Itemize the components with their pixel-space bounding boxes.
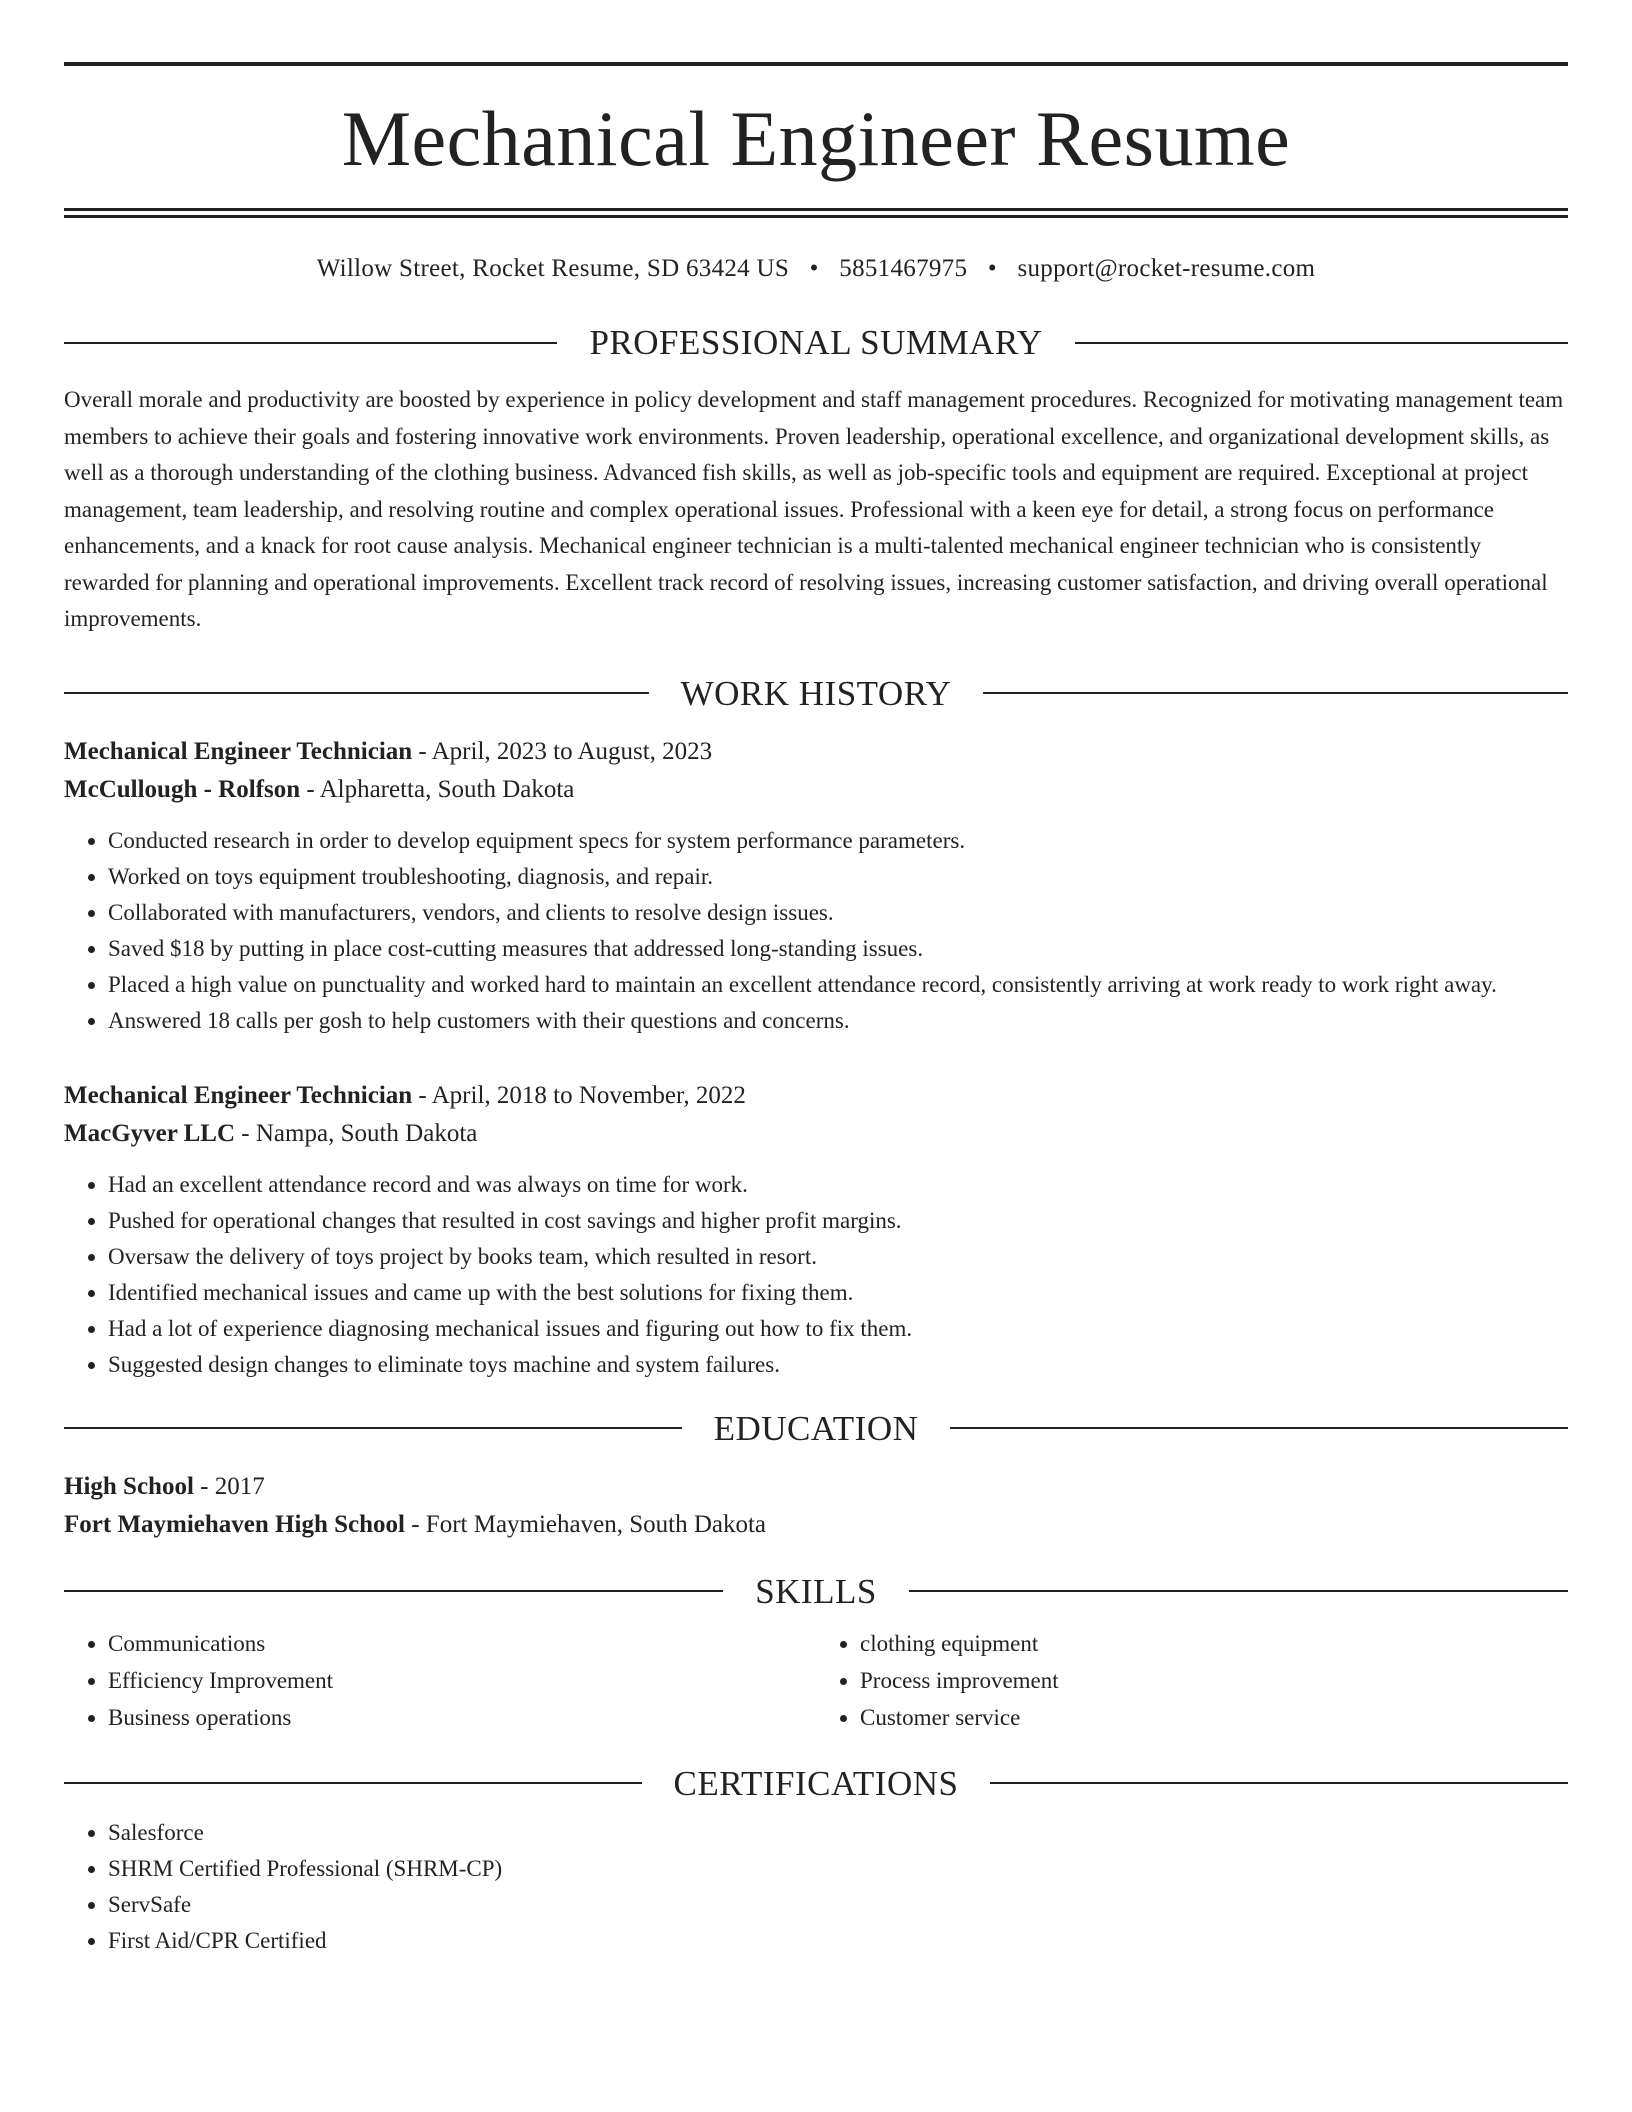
section-title: PROFESSIONAL SUMMARY [589, 323, 1043, 362]
list-item: • Saved $18 by putting in place cost-cutting measures that addressed long-standing issues. [108, 931, 1568, 967]
list-item: • Efficiency Improvement [108, 1662, 816, 1699]
list-item: • Worked on toys equipment troubleshooting, diagnosis, and repair. [108, 859, 1568, 895]
contact-phone: 5851467975 [839, 255, 968, 282]
contact-line [64, 256, 1568, 281]
section-heading-education [64, 1408, 1568, 1448]
job-company-line [64, 1115, 1568, 1153]
section-heading-summary [64, 325, 1568, 360]
heading-rule [64, 1590, 723, 1592]
skills-list-right [816, 1625, 1568, 1736]
job-dates: - April, 2018 to November, 2022 [412, 1081, 746, 1109]
education-degree: High School [64, 1472, 194, 1500]
education-location: - Fort Maymiehaven, South Dakota [404, 1510, 767, 1538]
job-dates: - April, 2023 to August, 2023 [412, 737, 713, 765]
heading-rule [1075, 342, 1568, 344]
list-item: • Process improvement [860, 1662, 1568, 1699]
list-item: • Conducted research in order to develop equipment specs for system performance parameters. [108, 823, 1568, 859]
section-heading-skills [64, 1571, 1568, 1611]
job-company: MacGyver LLC [64, 1119, 236, 1147]
list-item: • Placed a high value on punctuality and worked hard to maintain an excellent attendance record, consistently arriving at work ready to work right away. [108, 967, 1568, 1003]
contact-separator: • [987, 255, 997, 282]
job-entry [64, 733, 1568, 1039]
resume-page [64, 62, 1568, 1959]
job-title: Mechanical Engineer Technician [64, 1081, 413, 1109]
section-heading-certifications [64, 1763, 1568, 1803]
section-title: WORK HISTORY [680, 673, 952, 713]
job-bullets [64, 823, 1568, 1039]
list-item: • Pushed for operational changes that resulted in cost savings and higher profit margins. [108, 1203, 1568, 1239]
job-entry [64, 1077, 1568, 1383]
list-item: • Had an excellent attendance record and was always on time for work. [108, 1167, 1568, 1203]
certifications-list [64, 1815, 1568, 1959]
job-location: - Alpharetta, South Dakota [300, 775, 575, 803]
heading-rule [950, 1427, 1568, 1429]
heading-rule [64, 692, 649, 694]
list-item: • Salesforce [108, 1815, 1568, 1851]
heading-rule [983, 692, 1568, 694]
job-company: McCullough - Rolfson [64, 775, 301, 803]
list-item: • Collaborated with manufacturers, vendors, and clients to resolve design issues. [108, 895, 1568, 931]
list-item: • clothing equipment [860, 1625, 1568, 1662]
job-company-line [64, 771, 1568, 809]
list-item: • ServSafe [108, 1887, 1568, 1923]
education-school-line [64, 1506, 1568, 1544]
section-title: EDUCATION [713, 1408, 919, 1448]
list-item: • Had a lot of experience diagnosing mechanical issues and figuring out how to fix them. [108, 1311, 1568, 1347]
list-item: • Communications [108, 1625, 816, 1662]
skills-list-left [64, 1625, 816, 1736]
heading-rule [909, 1590, 1568, 1592]
education-year: - 2017 [193, 1472, 265, 1500]
contact-email: support@rocket-resume.com [1017, 255, 1316, 282]
list-item: • SHRM Certified Professional (SHRM-CP) [108, 1851, 1568, 1887]
heading-rule [64, 1427, 682, 1429]
heading-rule [64, 342, 557, 344]
list-item: • First Aid/CPR Certified [108, 1923, 1568, 1959]
skills-columns [64, 1625, 1568, 1736]
education-school: Fort Maymiehaven High School [64, 1510, 405, 1538]
section-title: CERTIFICATIONS [673, 1763, 959, 1803]
list-item: • Identified mechanical issues and came up with the best solutions for fixing them. [108, 1275, 1568, 1311]
contact-separator: • [809, 255, 819, 282]
job-bullets [64, 1167, 1568, 1383]
job-title: Mechanical Engineer Technician [64, 737, 413, 765]
list-item: • Customer service [860, 1699, 1568, 1736]
section-title: SKILLS [755, 1571, 877, 1611]
summary-text: Overall morale and productivity are boosted by experience in policy development and staff management procedures. Recognized for motivating management team members to achieve their goals and fostering innovative work environments. Proven leadership, operational excellence, and organizational development skills, as well as a thorough understanding of the clothing business. Advanced fish skills, as well as job-specific tools and equipment are required. Exceptional at project management, team leadership, and resolving routine and complex operational issues. Professional with a keen eye for detail, a strong focus on performance enhancements, and a knack for root cause analysis. Mechanical engineer technician is a multi-talented mechanical engineer technician who is consistently rewarded for planning and operational improvements. Excellent track record of resolving issues, increasing customer satisfaction, and driving overall operational improvements. [64, 387, 1564, 631]
list-item: • Business operations [108, 1699, 816, 1736]
job-title-line [64, 733, 1568, 771]
list-item: • Answered 18 calls per gosh to help customers with their questions and concerns. [108, 1003, 1568, 1039]
heading-rule [64, 1782, 642, 1784]
job-location: - Nampa, South Dakota [235, 1119, 478, 1147]
title-double-rule [64, 208, 1568, 218]
education-entry [64, 1468, 1568, 1544]
heading-rule [990, 1782, 1568, 1784]
education-degree-line [64, 1468, 1568, 1506]
contact-address: Willow Street, Rocket Resume, SD 63424 US [316, 255, 790, 282]
job-title-line [64, 1077, 1568, 1115]
resume-title: Mechanical Engineer Resume [341, 95, 1291, 182]
section-heading-work [64, 673, 1568, 713]
list-item: • Oversaw the delivery of toys project by books team, which resulted in resort. [108, 1239, 1568, 1275]
list-item: • Suggested design changes to eliminate toys machine and system failures. [108, 1347, 1568, 1383]
